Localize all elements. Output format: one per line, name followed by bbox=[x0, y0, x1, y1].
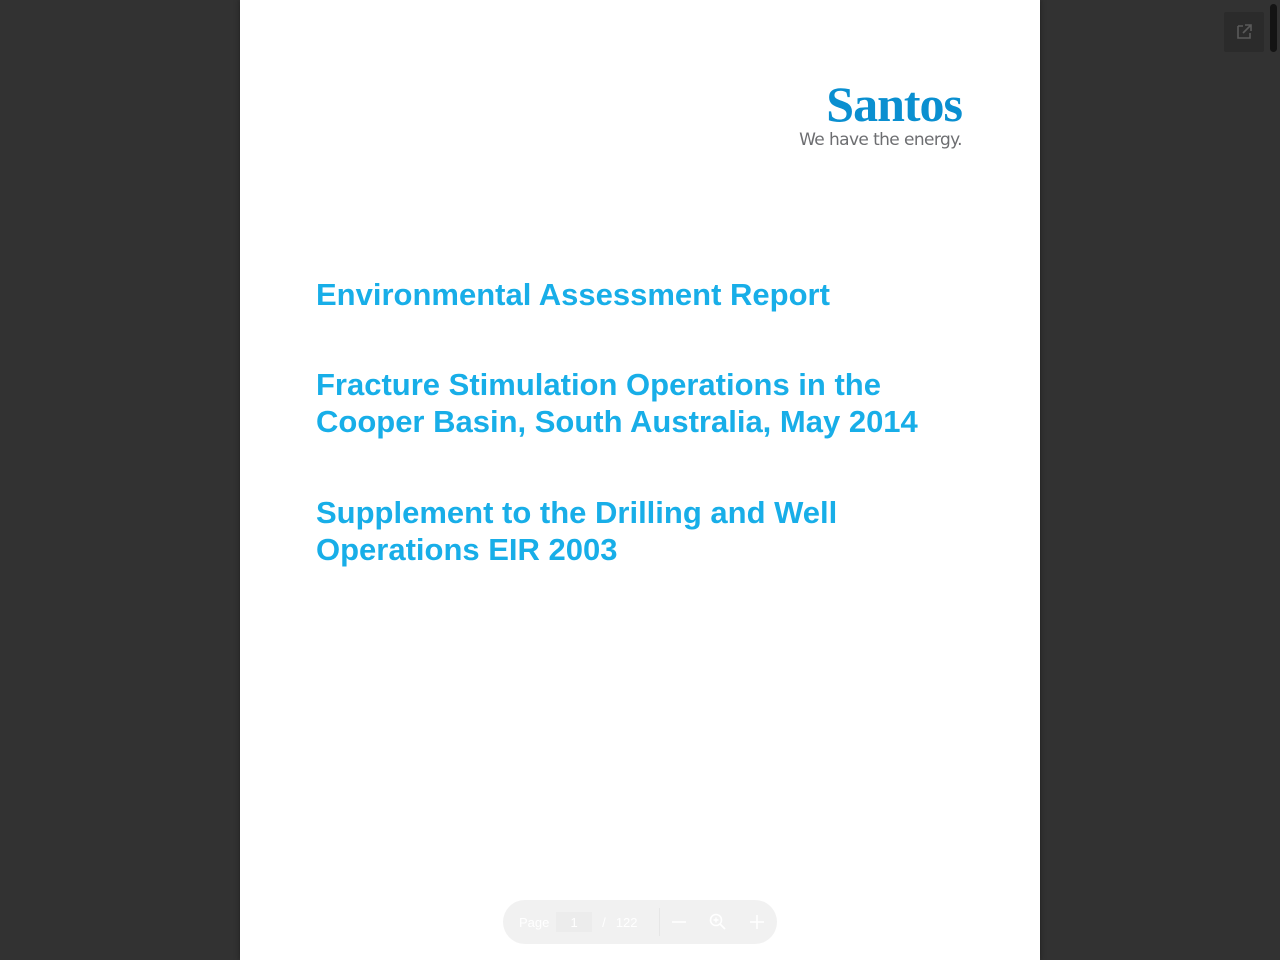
zoom-fit-button[interactable] bbox=[699, 900, 738, 944]
zoom-in-button[interactable] bbox=[738, 900, 777, 944]
page-number-input[interactable] bbox=[556, 912, 592, 932]
total-pages: 122 bbox=[615, 914, 638, 930]
subtitle-line: Cooper Basin, South Australia, May 2014 bbox=[316, 404, 918, 439]
supplement-line: Supplement to the Drilling and Well bbox=[316, 495, 838, 530]
zoom-fit-icon bbox=[708, 912, 728, 932]
supplement-line: Operations EIR 2003 bbox=[316, 532, 618, 567]
report-title-text: Environmental Assessment Report bbox=[316, 277, 830, 312]
zoom-in-icon bbox=[748, 913, 766, 931]
page-toolbar bbox=[503, 900, 777, 944]
page-label: Page bbox=[519, 914, 550, 930]
open-in-new-window-icon bbox=[1234, 22, 1254, 42]
zoom-out-button[interactable] bbox=[660, 900, 699, 944]
pdf-page bbox=[240, 0, 1040, 960]
logo-wordmark: Santos bbox=[826, 76, 962, 132]
open-in-new-window-button[interactable] bbox=[1224, 12, 1264, 52]
logo-tagline: We have the energy. bbox=[799, 130, 962, 150]
santos-logo bbox=[790, 78, 965, 158]
report-title bbox=[316, 276, 996, 313]
page-separator: / bbox=[602, 914, 606, 930]
vertical-scrollbar[interactable] bbox=[1268, 0, 1280, 960]
report-supplement bbox=[316, 494, 996, 568]
report-subtitle bbox=[316, 366, 996, 440]
zoom-out-icon bbox=[670, 913, 688, 931]
scrollbar-thumb[interactable] bbox=[1270, 4, 1277, 52]
subtitle-line: Fracture Stimulation Operations in the bbox=[316, 367, 881, 402]
